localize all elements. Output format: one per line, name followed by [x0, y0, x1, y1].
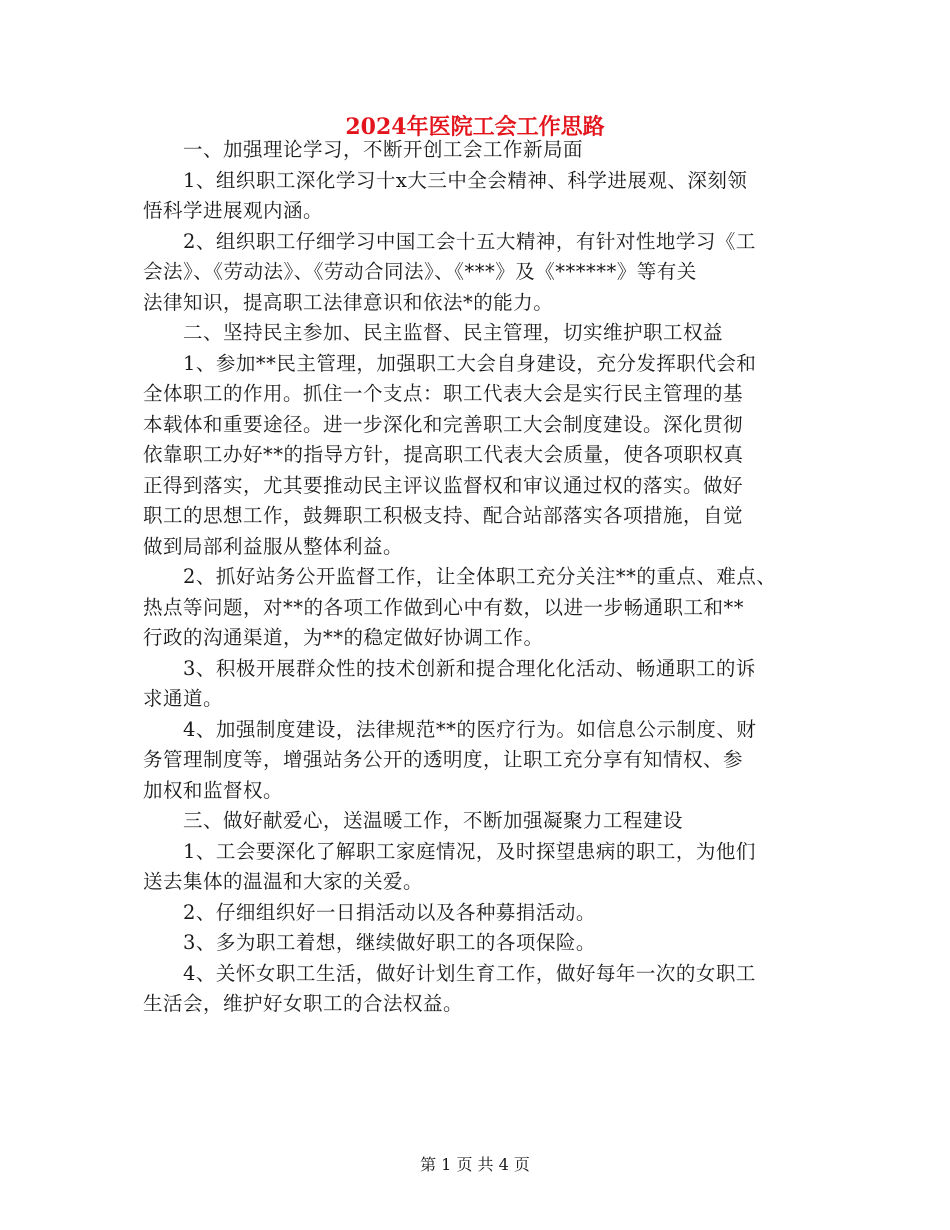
paragraph [143, 898, 813, 929]
paragraph [143, 166, 813, 227]
text-line: 加权和监督权。 [143, 778, 284, 802]
text-line: 2、仔细组织好一日捐活动以及各种募捐活动。 [183, 900, 596, 924]
text-line: 职工的思想工作，鼓舞职工积极支持、配合站部落实各项措施，自觉 [143, 504, 744, 527]
text-line: 悟科学进展观内涵。 [143, 199, 324, 222]
paragraph [143, 349, 813, 563]
text-line: 一、加强理论学习，不断开创工会工作新局面 [183, 138, 584, 161]
text-line: 务管理制度等，增强站务公开的透明度，让职工充分享有知情权、参 [143, 748, 744, 771]
text-line: 2、抓好站务公开监督工作，让全体职工充分关注**的重点、难点、 [183, 565, 777, 588]
paragraph [143, 562, 813, 654]
page-footer: 第 1 页 共 4 页 [420, 1155, 530, 1174]
text-line: 正得到落实，尤其要推动民主评议监督权和审议通过权的落实。做好 [143, 473, 744, 497]
text-line: 1、组织职工深化学习十x大三中全会精神、科学进展观、深刻领 [183, 168, 748, 192]
paragraph [143, 959, 813, 1020]
text-line: 3、多为职工着想，继续做好职工的各项保险。 [183, 931, 596, 954]
text-line: 全体职工的作用。抓住一个支点：职工代表大会是实行民主管理的基 [143, 382, 744, 405]
text-line: 1、工会要深化了解职工家庭情况，及时探望患病的职工，为他们 [183, 839, 756, 863]
text-line: 2、组织职工仔细学习中国工会十五大精神，有针对性地学习《工 [183, 229, 756, 253]
paragraph [143, 135, 813, 166]
paragraph [143, 654, 813, 715]
text-line: 送去集体的温温和大家的关爱。 [143, 870, 424, 893]
paragraph [143, 227, 813, 319]
text-line: 4、关怀女职工生活，做好计划生育工作，做好每年一次的女职工 [183, 961, 756, 985]
text-line: 生活会，维护好女职工的合法权益。 [143, 992, 464, 1015]
paragraph [143, 318, 813, 349]
text-line: 本载体和重要途径。进一步深化和完善职工大会制度建设。深化贯彻 [143, 412, 744, 436]
document-title: 2024年医院工会工作思路 [345, 114, 605, 140]
text-line: 二、坚持民主参加、民主监督、民主管理，切实维护职工权益 [183, 321, 724, 344]
text-line: 三、做好献爱心，送温暖工作，不断加强凝聚力工程建设 [183, 809, 684, 832]
text-line: 依靠职工办好**的指导方针，提高职工代表大会质量，使各项职权真 [143, 443, 744, 466]
paragraph [143, 928, 813, 959]
text-line: 做到局部利益服从整体利益。 [143, 534, 404, 558]
text-line: 求通道。 [143, 687, 224, 710]
document-body [143, 135, 813, 1020]
paragraph [143, 715, 813, 807]
text-line: 热点等问题，对**的各项工作做到心中有数，以进一步畅通职工和** [143, 595, 745, 619]
paragraph [143, 837, 813, 898]
text-line: 1、参加**民主管理，加强职工大会自身建设，充分发挥职代会和 [183, 351, 757, 375]
text-line: 会法》、《劳动法》、《劳动合同法》、《***》及《******》等有关 [143, 260, 697, 283]
text-line: 4、加强制度建设，法律规范**的医疗行为。如信息公示制度、财 [183, 717, 757, 741]
paragraph [143, 806, 813, 837]
text-line: 3、积极开展群众性的技术创新和提合理化化活动、畅通职工的诉 [183, 656, 756, 680]
text-line: 行政的沟通渠道，为**的稳定做好协调工作。 [143, 626, 544, 649]
text-line: 法律知识，提高职工法律意识和依法*的能力。 [143, 290, 554, 314]
